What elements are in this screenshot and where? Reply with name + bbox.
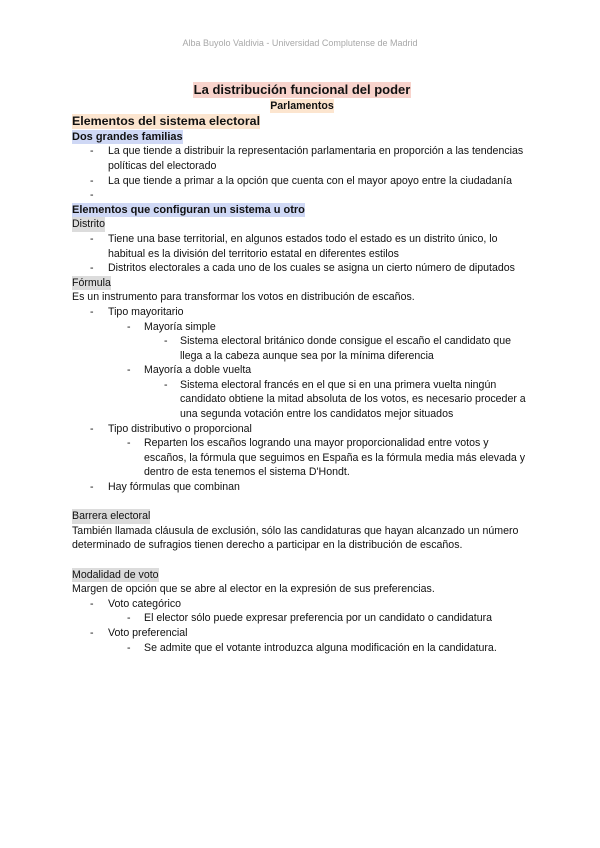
list-item: - Voto preferencial	[72, 626, 532, 641]
heading-modalidad: Modalidad de voto	[72, 568, 159, 581]
list-item: - Sistema electoral francés en el que si en una primera vuelta ningún candidato obtiene la mitad absoluta de los votos, es necesario proceder a una segunda votación entre los candidatos mejor situados	[72, 378, 532, 422]
list-item: - Se admite que el votante introduzca alguna modificación en la candidatura.	[72, 641, 532, 656]
title-wrap	[72, 82, 532, 99]
document-subtitle: Parlamentos	[270, 99, 334, 112]
list-item: - Sistema electoral británico donde consigue el escaño el candidato que llega a la cabeza aunque sea por la mínima diferencia	[72, 334, 532, 363]
list-item: - Mayoría simple	[72, 320, 532, 335]
heading-distrito: Distrito	[72, 218, 105, 231]
document-title: La distribución funcional del poder	[193, 82, 411, 97]
heading-barrera: Barrera electoral	[72, 510, 151, 523]
formula-list	[72, 305, 532, 495]
spacer	[72, 495, 532, 510]
formula-intro: Es un instrumento para transformar los votos en distribución de escaños.	[72, 291, 415, 304]
heading-configuran: Elementos que configuran un sistema u otro	[72, 203, 305, 216]
heading-formula: Fórmula	[72, 276, 111, 289]
list-item: - Tipo distributivo o proporcional	[72, 422, 532, 437]
document-body	[72, 82, 532, 655]
list-item: - La que tiende a distribuir la representación parlamentaria en proporción a las tendencias políticas del electorado	[72, 144, 532, 173]
list-item: - Reparten los escaños logrando una mayor proporcionalidad entre votos y escaños, la fórmula que seguimos en España es la fórmula media más elevada y dentro de esta tenemos el sistema D'Hondt.	[72, 436, 532, 480]
list-item: - Tiene una base territorial, en algunos estados todo el estado es un distrito único, lo habitual es la división del territorio estatal en diferentes estilos	[72, 232, 532, 261]
section-heading-elementos: Elementos del sistema electoral	[72, 114, 261, 129]
barrera-text: También llamada cláusula de exclusión, sólo las candidaturas que hayan alcanzado un número determinado de sufragios tienen derecho a participar en la distribución de escaños.	[72, 524, 519, 552]
list-item: - Tipo mayoritario	[72, 305, 532, 320]
list-item: - Voto categórico	[72, 597, 532, 612]
list-item: - El elector sólo puede expresar preferencia por un candidato o candidatura	[72, 611, 532, 626]
heading-dos-familias: Dos grandes familias	[72, 130, 183, 143]
list-item: - Mayoría a doble vuelta	[72, 363, 532, 378]
modalidad-intro: Margen de opción que se abre al elector en la expresión de sus preferencias.	[72, 583, 435, 596]
list-item: - Hay fórmulas que combinan	[72, 480, 532, 495]
list-item-empty	[72, 188, 532, 203]
distrito-list	[72, 232, 532, 276]
list-item: - Distritos electorales a cada uno de los cuales se asigna un cierto número de diputados	[72, 261, 532, 276]
spacer	[72, 553, 532, 568]
subtitle-wrap	[72, 99, 532, 114]
list-item: - La que tiende a primar a la opción que cuenta con el mayor apoyo entre la ciudadanía	[72, 174, 532, 189]
families-list	[72, 144, 532, 202]
page-header: Alba Buyolo Valdivia - Universidad Complutense de Madrid	[182, 38, 418, 48]
modalidad-list	[72, 597, 532, 655]
